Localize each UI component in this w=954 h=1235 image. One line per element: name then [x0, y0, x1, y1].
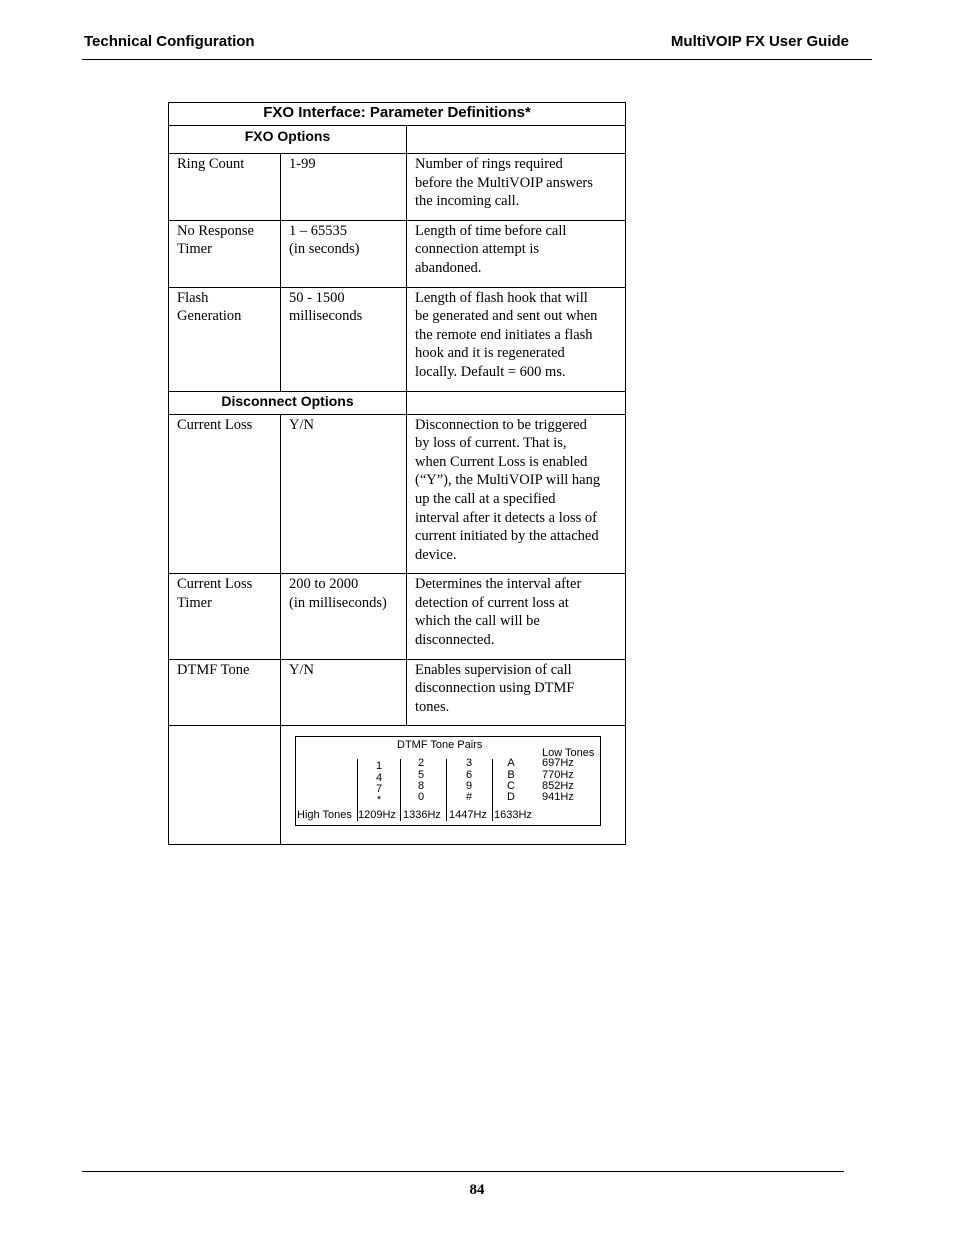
low-tones-list: 697Hz 770Hz 852Hz 941Hz [542, 757, 574, 804]
footer-rule [82, 1171, 844, 1172]
diagram-empty-cell [169, 726, 281, 845]
param-description: Determines the interval after detection of current loss at which the call will be disconnected. [407, 574, 626, 659]
param-name: Flash Generation [169, 287, 281, 391]
table-title: FXO Interface: Parameter Definitions* [169, 103, 626, 126]
dtmf-title: DTMF Tone Pairs [397, 739, 483, 752]
high-tones-label: High Tones [297, 809, 352, 822]
table-row [169, 414, 626, 574]
divider [446, 759, 447, 821]
divider [400, 759, 401, 821]
section-disconnect-options: Disconnect Options [169, 391, 407, 414]
high-tone-1447: 1447Hz [449, 809, 487, 822]
low-tones-label: Low Tones [542, 747, 595, 760]
dtmf-key-column-1447: 3 6 9 # [465, 757, 473, 804]
param-description: Number of rings required before the MultiVOIP answers the incoming call. [407, 154, 626, 221]
param-description: Disconnection to be triggered by loss of current. That is, when Current Loss is enabled (“Y”), the MultiVOIP will hang up the call at a specified interval after it detects a loss of current initiated by the attached device. [407, 414, 626, 574]
high-tone-1633: 1633Hz [494, 809, 532, 822]
table-row [169, 154, 626, 221]
param-description: Enables supervision of call disconnection using DTMF tones. [407, 659, 626, 726]
header-guide-title: MultiVOIP FX User Guide [670, 33, 849, 50]
diagram-cell [281, 726, 626, 845]
param-value: Y/N [281, 659, 407, 726]
header-rule [82, 59, 872, 60]
parameter-table [168, 102, 626, 845]
param-value: 200 to 2000 (in milliseconds) [281, 574, 407, 659]
header-section-title: Technical Configuration [84, 33, 255, 50]
param-description: Length of flash hook that will be generated and sent out when the remote end initiates a flash hook and it is regenerated locally. Default = 600 ms. [407, 287, 626, 391]
param-name: Current Loss [169, 414, 281, 574]
dtmf-key-column-1336: 2 5 8 0 [417, 757, 425, 804]
high-tone-1209: 1209Hz [358, 809, 396, 822]
param-name: Current Loss Timer [169, 574, 281, 659]
divider [492, 759, 493, 821]
param-name: DTMF Tone [169, 659, 281, 726]
dtmf-key-column-1633: A B C D [507, 757, 515, 804]
param-name: No Response Timer [169, 220, 281, 287]
table-row [169, 220, 626, 287]
high-tone-1336: 1336Hz [403, 809, 441, 822]
section-fxo-options: FXO Options [169, 126, 407, 154]
dtmf-tone-pairs-diagram [295, 736, 601, 826]
page-number: 84 [469, 1182, 485, 1198]
param-value: 1-99 [281, 154, 407, 221]
table-row [169, 574, 626, 659]
section-empty-cell [407, 126, 626, 154]
param-value: Y/N [281, 414, 407, 574]
table-row [169, 287, 626, 391]
param-description: Length of time before call connection attempt is abandoned. [407, 220, 626, 287]
param-value: 1 – 65535 (in seconds) [281, 220, 407, 287]
section-empty-cell [407, 391, 626, 414]
dtmf-key-column-1209: 1 4 7 * [375, 760, 383, 807]
table-row [169, 659, 626, 726]
param-name: Ring Count [169, 154, 281, 221]
param-value: 50 - 1500 milliseconds [281, 287, 407, 391]
